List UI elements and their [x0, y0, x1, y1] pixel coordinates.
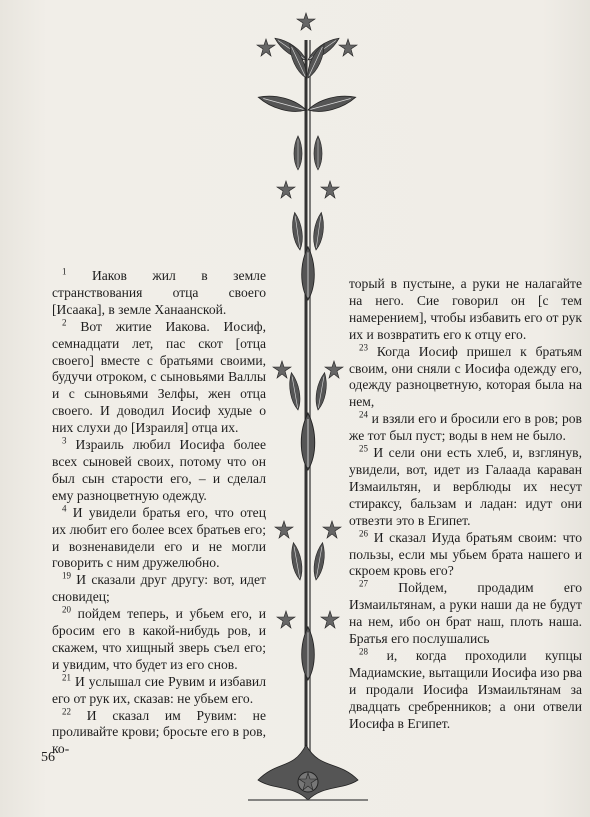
verse-number: 2 [62, 317, 67, 328]
verse-26 [349, 530, 582, 581]
verse-text: И сказал им Рувим: не проливайте крови; бросьте его в ров, ко- [52, 707, 266, 757]
verse-24 [349, 411, 582, 445]
verse-number: 28 [359, 646, 368, 657]
page-number: 56 [41, 750, 55, 765]
verse-19 [52, 572, 266, 606]
left-text-column [52, 268, 266, 758]
verse-22-continued [349, 276, 582, 344]
verse-number: 19 [62, 570, 71, 581]
verse-number: 4 [62, 503, 67, 514]
verse-text: Вот житие Иакова. Иосиф, семнадцати лет, пас скот [отца своего] вместе с братьями своими, будучи отроком, с сыновьями Валлы и с сыновьями Зелфы, жен отца своего. И доводил Иосиф худые о них слухи до [Израиля] отца их. [52, 318, 266, 436]
verse-number: 24 [359, 409, 368, 420]
verse-text: и, когда проходили купцы Мадиамские, вытащили Иосифа изо рва и продали Иосифа Измаильтянам за двадцать сребренников; а они отвели Иосифа в Египет. [349, 647, 582, 731]
verse-text: И сели они есть хлеб, и, взглянув, увидели, вот, идет из Галаада караван Измаильтян, и верблюды их несут стираксу, бальзам и ладан: идут они отвезти это в Египет. [349, 445, 582, 528]
verse-text: и взяли его и бросили его в ров; ров же тот был пуст; воды в нем не было. [349, 411, 582, 444]
verse-text: Израиль любил Иосифа более всех сыновей своих, потому что он был сын старости его, – и сделал ему разноцветную одежду. [52, 437, 266, 503]
verse-21 [52, 674, 266, 708]
verse-text: Иаков жил в земле странствования отца своего [Исаака], в земле Ханаанской. [52, 268, 266, 317]
verse-number: 27 [359, 578, 368, 589]
verse-text: пойдем теперь, и убьем его, и бросим его в какой-нибудь ров, и скажем, что хищный зверь съел его; и увидим, что будет из его снов. [52, 606, 266, 672]
verse-text: И увидели братья его, что отец их любит его более всех братьев его; и возненавидели его и не могли говорить с ним дружелюбно. [52, 504, 266, 571]
verse-text: И услышал сие Рувим и избавил его от рук их, сказав: не убьем его. [52, 673, 266, 706]
verse-text: И сказали друг другу: вот, идет сновидец; [52, 572, 266, 605]
verse-3 [52, 437, 266, 505]
verse-27 [349, 580, 582, 648]
verse-text: торый в пустыне, а руки не налагайте на него. Сие говорил он [с тем намерением], чтобы избавить его от рук их и возвратить его к отцу его. [349, 276, 582, 342]
verse-22 [52, 708, 266, 759]
verse-2 [52, 319, 266, 437]
verse-25 [349, 445, 582, 530]
verse-20 [52, 606, 266, 674]
verse-number: 3 [62, 435, 67, 446]
verse-number: 26 [359, 528, 368, 539]
verse-number: 25 [359, 443, 368, 454]
verse-number: 20 [62, 604, 71, 615]
verse-text: Пойдем, продадим его Измаильтянам, а руки наши да не будут на нем, ибо он брат наш, плоть наша. Братья его послушались [349, 580, 582, 647]
verse-text: И сказал Иуда братьям своим: что пользы, если мы убьем брата нашего и скроем кровь его? [349, 529, 582, 579]
verse-1 [52, 268, 266, 319]
verse-28 [349, 648, 582, 733]
verse-number: 21 [62, 672, 71, 683]
verse-number: 23 [359, 342, 368, 353]
verse-4 [52, 505, 266, 573]
verse-number: 22 [62, 706, 71, 717]
verse-23 [349, 344, 582, 412]
right-text-column [349, 276, 582, 732]
verse-number: 1 [62, 266, 67, 277]
verse-text: Когда Иосиф пришел к братьям своим, они сняли с Иосифа одежду его, одежду разноцветную, которая была на нем, [349, 343, 582, 410]
